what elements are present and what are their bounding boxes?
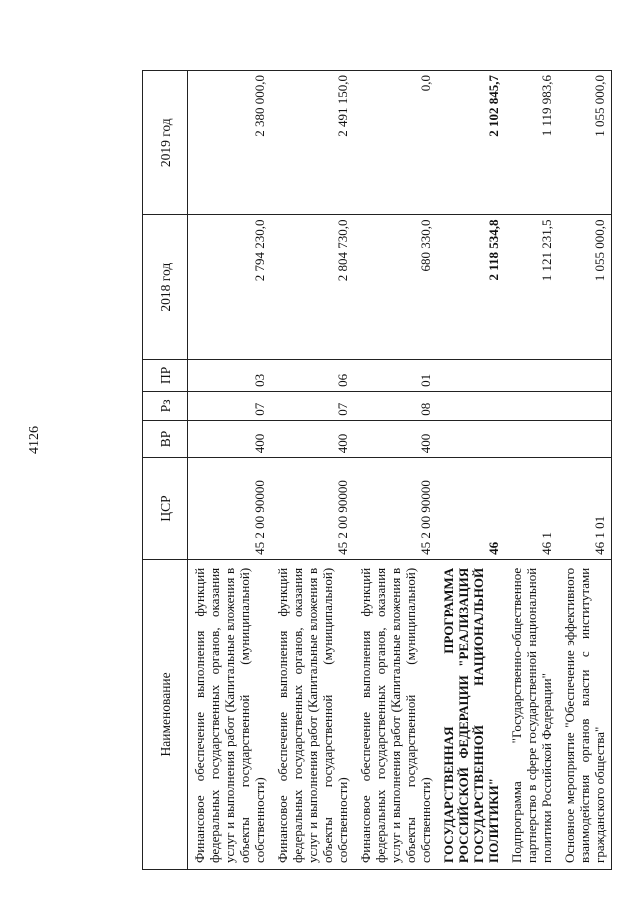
row-pr: 06 [271, 359, 354, 391]
row-name: Финансовое обеспечение выполнения функций федеральных государственных органов, оказания услуг и выполнения работ (Капитальные вложения в объекты государственной (муниципальной) собственности) [271, 559, 354, 869]
table-row [437, 71, 505, 870]
row-2018: 2 804 730,0 [271, 215, 354, 359]
header-vr: ВР [143, 420, 188, 457]
row-2018: 1 121 231,5 [505, 215, 558, 359]
page-number: 4126 [27, 426, 42, 454]
row-pr [558, 359, 612, 391]
header-pr: ПР [143, 359, 188, 391]
table-row [188, 71, 272, 870]
row-vr: 400 [354, 420, 437, 457]
row-csr: 46 1 01 [558, 458, 612, 560]
row-pr [505, 359, 558, 391]
row-csr: 46 1 [505, 458, 558, 560]
row-pr [437, 359, 505, 391]
row-rz: 07 [188, 391, 272, 420]
row-2019: 0,0 [354, 71, 437, 215]
row-name: Основное мероприятие "Обеспечение эффективного взаимодействия органов власти с институтами гражданского общества" [558, 559, 612, 869]
row-pr: 01 [354, 359, 437, 391]
row-2018: 2 118 534,8 [437, 215, 505, 359]
table-row [354, 71, 437, 870]
row-vr: 400 [271, 420, 354, 457]
row-2018: 680 330,0 [354, 215, 437, 359]
header-rz: Рз [143, 391, 188, 420]
row-2019: 2 102 845,7 [437, 71, 505, 215]
row-name: Подпрограмма "Государственно-общественное партнерство в сфере государственной национальной политики Российской Федерации" [505, 559, 558, 869]
row-2019: 1 119 983,6 [505, 71, 558, 215]
row-name: Финансовое обеспечение выполнения функций федеральных государственных органов, оказания услуг и выполнения работ (Капитальные вложения в объекты государственной (муниципальной) собственности) [354, 559, 437, 869]
header-2018: 2018 год [143, 215, 188, 359]
row-csr: 45 2 00 90000 [354, 458, 437, 560]
row-csr: 45 2 00 90000 [188, 458, 272, 560]
row-rz: 08 [354, 391, 437, 420]
row-rz [558, 391, 612, 420]
row-2019: 2 491 150,0 [271, 71, 354, 215]
row-name: Финансовое обеспечение выполнения функций федеральных государственных органов, оказания услуг и выполнения работ (Капитальные вложения в объекты государственной (муниципальной) собственности) [188, 559, 272, 869]
table-row [558, 71, 612, 870]
row-2019: 2 380 000,0 [188, 71, 272, 215]
table-row [505, 71, 558, 870]
row-csr: 46 [437, 458, 505, 560]
header-name: Наименование [143, 559, 188, 869]
row-2019: 1 055 000,0 [558, 71, 612, 215]
header-csr: ЦСР [143, 458, 188, 560]
row-vr [558, 420, 612, 457]
row-vr [437, 420, 505, 457]
row-vr: 400 [188, 420, 272, 457]
row-2018: 1 055 000,0 [558, 215, 612, 359]
table-header-row [143, 71, 188, 870]
row-rz [437, 391, 505, 420]
row-pr: 03 [188, 359, 272, 391]
row-csr: 45 2 00 90000 [271, 458, 354, 560]
row-2018: 2 794 230,0 [188, 215, 272, 359]
rotated-page [96, 70, 616, 870]
budget-table [142, 70, 612, 870]
row-rz [505, 391, 558, 420]
row-vr [505, 420, 558, 457]
row-rz: 07 [271, 391, 354, 420]
row-name: ГОСУДАРСТВЕННАЯ ПРОГРАММА РОССИЙСКОЙ ФЕДЕРАЦИИ "РЕАЛИЗАЦИЯ ГОСУДАРСТВЕННОЙ НАЦИОНАЛЬНОЙ ПОЛИТИКИ" [437, 559, 505, 869]
header-2019: 2019 год [143, 71, 188, 215]
table-row [271, 71, 354, 870]
